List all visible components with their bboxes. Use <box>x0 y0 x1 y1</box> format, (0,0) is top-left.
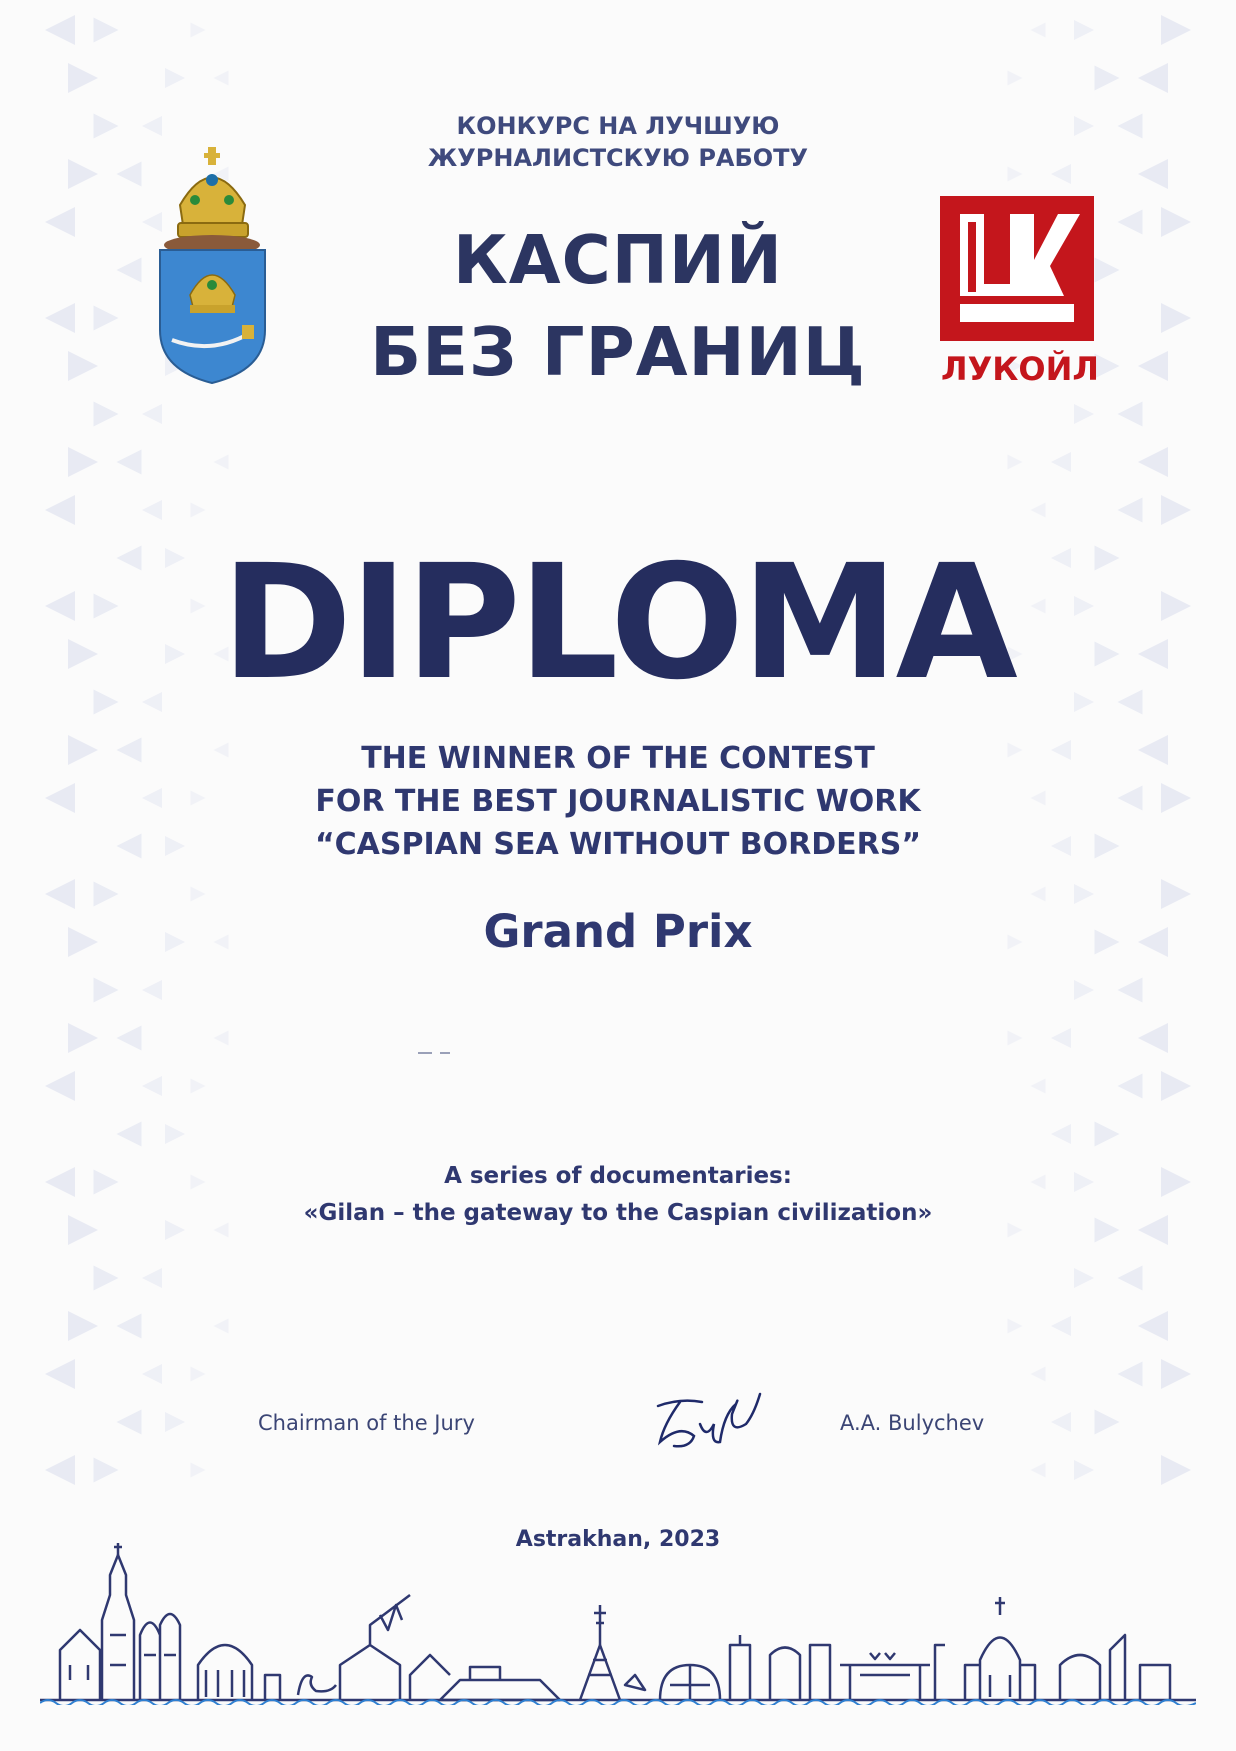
pattern-triangle <box>45 1455 75 1485</box>
pattern-triangle <box>1074 1460 1094 1480</box>
pattern-triangle <box>117 1122 142 1147</box>
pattern-triangle <box>165 1124 185 1144</box>
pattern-triangle <box>1118 978 1143 1003</box>
award-title: Grand Prix <box>483 905 753 958</box>
pattern-triangle <box>1161 495 1191 525</box>
pattern-triangle <box>142 404 162 424</box>
pattern-triangle <box>68 1023 98 1053</box>
pattern-triangle <box>94 402 119 427</box>
pattern-triangle <box>1051 1124 1071 1144</box>
pattern-triangle <box>1095 66 1120 91</box>
pattern-triangle <box>1161 1071 1191 1101</box>
pattern-triangle <box>117 1314 142 1339</box>
pattern-triangle <box>214 71 229 86</box>
pattern-triangle <box>94 1458 119 1483</box>
pattern-triangle <box>191 503 206 518</box>
pattern-triangle <box>1051 1412 1071 1432</box>
pattern-triangle <box>1161 1359 1191 1389</box>
pattern-triangle <box>142 1268 162 1288</box>
pattern-triangle <box>1051 452 1071 472</box>
pattern-triangle <box>94 882 119 907</box>
contest-header <box>0 110 1236 174</box>
pattern-triangle <box>1074 404 1094 424</box>
pattern-triangle <box>1074 980 1094 1000</box>
pattern-triangle <box>191 23 206 38</box>
pattern-triangle <box>165 1412 185 1432</box>
pattern-triangle <box>1051 1316 1071 1336</box>
pattern-triangle <box>142 1364 162 1384</box>
pattern-triangle <box>1008 1319 1023 1334</box>
diploma-subtitle <box>0 737 1236 866</box>
pattern-triangle <box>142 500 162 520</box>
pattern-triangle <box>1074 20 1094 40</box>
contest-header-line2: ЖУРНАЛИСТСКУЮ РАБОТУ <box>427 144 809 172</box>
pattern-triangle <box>1074 1268 1094 1288</box>
pattern-triangle <box>68 1311 98 1341</box>
pattern-triangle <box>191 887 206 902</box>
work-description-line2: «Gilan – the gateway to the Caspian civilization» <box>303 1200 933 1226</box>
pattern-triangle <box>45 495 75 525</box>
pattern-triangle <box>1074 884 1094 904</box>
pattern-triangle <box>214 1031 229 1046</box>
pattern-triangle <box>1095 1410 1120 1435</box>
pattern-triangle <box>1118 1266 1143 1291</box>
pattern-triangle <box>45 1359 75 1389</box>
pattern-triangle <box>214 455 229 470</box>
pattern-triangle <box>1095 1122 1120 1147</box>
pattern-triangle <box>191 1367 206 1382</box>
lukoil-logo-icon <box>940 196 1094 341</box>
diploma-subtitle-line2: FOR THE BEST JOURNALISTIC WORK <box>315 784 921 819</box>
pattern-triangle <box>191 1463 206 1478</box>
contest-header-line1: КОНКУРС НА ЛУЧШУЮ <box>456 112 780 140</box>
pattern-triangle <box>117 1026 142 1051</box>
place-and-year: Astrakhan, 2023 <box>515 1527 721 1552</box>
pattern-triangle <box>1051 1028 1071 1048</box>
pattern-triangle <box>1118 498 1143 523</box>
pattern-triangle <box>45 15 75 45</box>
pattern-triangle <box>68 63 98 93</box>
handwritten-signature-icon <box>650 1384 770 1454</box>
pattern-triangle <box>1031 1367 1046 1382</box>
pattern-triangle <box>1031 887 1046 902</box>
pattern-triangle <box>214 1319 229 1334</box>
pattern-triangle <box>94 1266 119 1291</box>
work-description-line1: A series of documentaries: <box>444 1163 792 1189</box>
pattern-triangle <box>142 980 162 1000</box>
pattern-triangle <box>1008 71 1023 86</box>
pattern-triangle <box>94 18 119 43</box>
pattern-triangle <box>1161 1455 1191 1485</box>
pattern-triangle <box>1031 1079 1046 1094</box>
pattern-triangle <box>1031 1463 1046 1478</box>
diploma-subtitle-line1: THE WINNER OF THE CONTEST <box>361 741 875 776</box>
pattern-triangle <box>142 1076 162 1096</box>
pattern-triangle <box>191 1079 206 1094</box>
pattern-triangle <box>117 1410 142 1435</box>
scan-mark <box>418 1052 432 1054</box>
jury-role-label: Chairman of the Jury <box>258 1411 475 1435</box>
lukoil-logo-text: ЛУКОЙЛ <box>941 350 1099 388</box>
pattern-triangle <box>165 68 185 88</box>
pattern-triangle <box>1118 1074 1143 1099</box>
pattern-triangle <box>1138 1311 1168 1341</box>
diploma-subtitle-line3: “CASPIAN SEA WITHOUT BORDERS” <box>314 827 922 862</box>
work-description <box>0 1158 1236 1232</box>
pattern-triangle <box>117 450 142 475</box>
chairman-name: A.A. Bulychev <box>840 1411 985 1435</box>
pattern-triangle <box>45 1071 75 1101</box>
diploma-title: DIPLOMA <box>221 531 1015 715</box>
pattern-triangle <box>1138 1023 1168 1053</box>
pattern-triangle <box>1008 1031 1023 1046</box>
contest-title-line1: КАСПИЙ <box>452 221 783 299</box>
pattern-triangle <box>1138 63 1168 93</box>
scan-mark <box>440 1052 450 1054</box>
pattern-triangle <box>1118 402 1143 427</box>
pattern-triangle <box>1138 447 1168 477</box>
pattern-triangle <box>1031 503 1046 518</box>
pattern-triangle <box>94 978 119 1003</box>
city-skyline-icon <box>40 1525 1196 1705</box>
pattern-triangle <box>1008 455 1023 470</box>
pattern-triangle <box>1118 1362 1143 1387</box>
pattern-triangle <box>68 447 98 477</box>
pattern-triangle <box>1031 23 1046 38</box>
pattern-triangle <box>1161 15 1191 45</box>
contest-title-line2: БЕЗ ГРАНИЦ <box>370 313 866 391</box>
